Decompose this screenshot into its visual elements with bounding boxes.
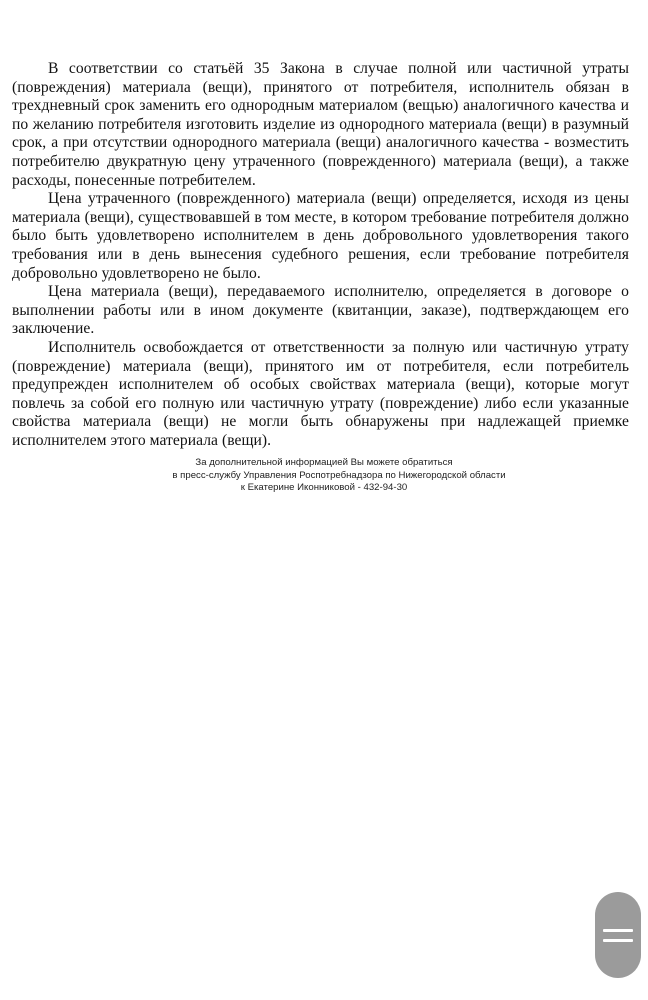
- paragraph-2: Цена утраченного (поврежденного) материала (вещи) определяется, исходя из цены материала (вещи), существовавшей в том месте, в котором требование потребителя должно было быть удовлетворено исполнителем в день добровольного удовлетворения такого требования или в день вынесения судебного решения, если требование потребителя добровольно удовлетворено не было.: [12, 190, 629, 282]
- drag-lines-icon-bar: [603, 939, 633, 942]
- contact-line-3: к Екатерине Иконниковой - 432-94-30: [240, 482, 408, 493]
- paragraph-3: Цена материала (вещи), передаваемого исполнителю, определяется в договоре о выполнении работы или в ином документе (квитанции, заказе), подтверждающем его заключение.: [12, 283, 629, 338]
- contact-line-1: За дополнительной информацией Вы можете обратиться: [195, 457, 453, 468]
- contact-info: [0, 457, 648, 495]
- document-body: [12, 60, 629, 450]
- drag-lines-icon: [603, 929, 633, 932]
- paragraph-1: В соответствии со статьёй 35 Закона в случае полной или частичной утраты (повреждения) материала (вещи), принятого от потребителя, исполнитель обязан в трехдневный срок заменить его однородным материалом (вещью) аналогичного качества и по желанию потребителя изготовить изделие из однородного материала (вещи) в разумный срок, а при отсутствии однородного материала (вещи) аналогичного качества - возместить потребителю двукратную цену утраченного (поврежденного) материала (вещи), а также расходы, понесенные потребителем.: [12, 60, 629, 189]
- contact-line-2: в пресс-службу Управления Роспотребнадзора по Нижегородской области: [172, 469, 506, 481]
- paragraph-4: Исполнитель освобождается от ответственности за полную или частичную утрату (повреждение) материала (вещи), принятого им от потребителя, если потребитель предупрежден исполнителем об особых свойствах материала (вещи), которые могут повлечь за собой его полную или частичную утрату (повреждение) либо если указанные свойства материала (вещи) не могли быть обнаружены при надлежащей приемке исполнителем этого материала (вещи).: [12, 338, 629, 449]
- fast-scroll-handle[interactable]: [595, 892, 641, 978]
